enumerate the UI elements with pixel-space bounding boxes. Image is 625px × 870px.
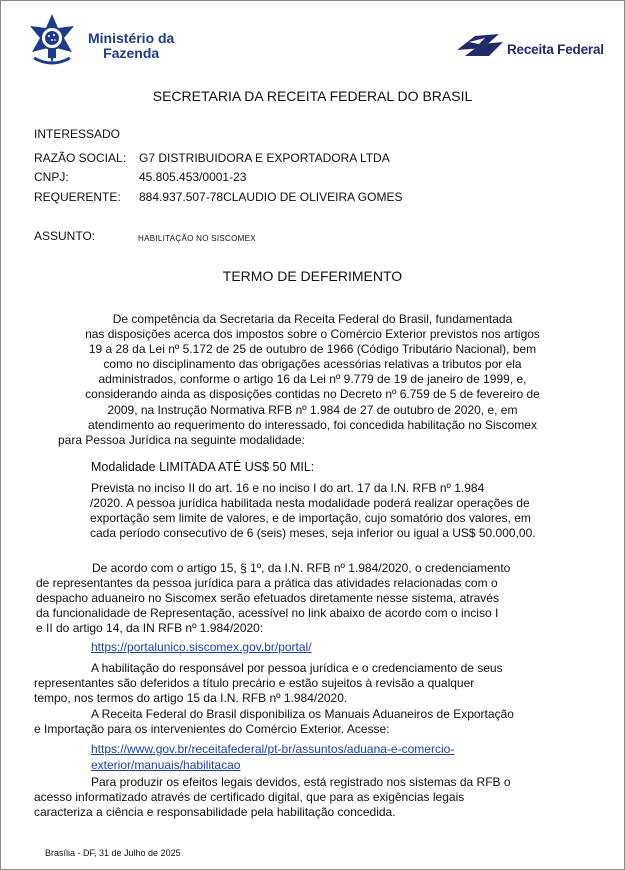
modalidade-line: Prevista no inciso II do art. 16 e no inciso I do art. 17 da I.N. RFB nº 1.984 — [91, 481, 485, 495]
receita-federal-name: Receita Federal — [507, 42, 604, 57]
document-title: SECRETARIA DA RECEITA FEDERAL DO BRASIL — [152, 88, 473, 104]
razao-social-value: G7 DISTRIBUIDORA E EXPORTADORA LTDA — [139, 151, 390, 165]
modalidade-paragraph-cont — [90, 496, 536, 541]
cnpj-label: CNPJ: — [34, 170, 69, 184]
modalidade-line: exportação sem limite de valores, e de importação, cujo somatório dos valores, em — [90, 511, 531, 526]
efeitos-line: acesso informatizado através de certificado digital, que para as exigências legais — [34, 790, 465, 804]
interessado-label: INTERESSADO — [34, 127, 121, 141]
intro-line: De competência da Secretaria da Receita Federal do Brasil, fundamentada — [112, 312, 513, 326]
manuais-line: A Receita Federal do Brasil disponibiliza os Manuais Aduaneiros de Exportação — [91, 707, 514, 721]
assunto-label: ASSUNTO: — [34, 229, 96, 243]
intro-line: como no disciplinamento das obrigações acessórias relativas a tributos por ela — [103, 357, 522, 372]
intro-line: 19 a 28 da Lei nº 5.172 de 25 de outubro de 1966 (Código Tributário Nacional), bem — [88, 342, 537, 357]
credenciamento-first-line — [92, 561, 510, 576]
ministry-line-2: Fazenda — [103, 45, 160, 61]
credenciamento-line: da funcionalidade de Representação, acessível no link abaixo de acordo com o inciso I — [36, 606, 499, 621]
requerente-value: 884.937.507-78CLAUDIO DE OLIVEIRA GOMES — [139, 190, 403, 204]
manuais-line: e Importação para os intervenientes do Comércio Exterior. Acesse: — [34, 722, 390, 736]
modalidade-paragraph — [91, 481, 484, 496]
habilitacao-line: tempo, nos termos do artigo 15 da I.N. RFB nº 1.984/2020. — [34, 691, 348, 706]
modalidade-heading: Modalidade LIMITADA ATÉ US$ 50 MIL: — [91, 460, 315, 474]
credenciamento-line: e II do artigo 14, da IN RFB nº 1.984/2020: — [36, 621, 264, 636]
intro-line: nas disposições acerca dos impostos sobre o Comércio Exterior previstos nos artigos — [85, 327, 540, 342]
modalidade-line: cada período consecutivo de 6 (seis) meses, seja inferior ou igual a US$ 50.000,00. — [90, 526, 536, 541]
efeitos-line: caracteriza a ciência e responsabilidade pela habilitação concedida. — [34, 805, 396, 820]
efeitos-line: Para produzir os efeitos legais devidos, está registrado nos sistemas da RFB o — [91, 775, 511, 789]
ministry-title — [88, 31, 174, 61]
credenciamento-line: De acordo com o artigo 15, § 1º, da I.N. RFB nº 1.984/2020, o credenciamento — [92, 561, 511, 575]
manuais-link[interactable] — [91, 742, 454, 773]
intro-line: para Pessoa Jurídica na seguinte modalidade: — [58, 432, 305, 447]
intro-paragraph — [30, 312, 595, 448]
efeitos-first-line — [91, 775, 511, 790]
modalidade-line: /2020. A pessoa jurídica habilitada nesta modalidade poderá realizar operações de — [90, 496, 530, 510]
habilitacao-first-line — [91, 661, 503, 676]
portal-unico-link[interactable]: https://portalunico.siscomex.gov.br/portal/ — [91, 640, 312, 654]
credenciamento-line: despacho aduaneiro no Siscomex serão efetuados diretamente nesse sistema, através — [36, 591, 499, 606]
credenciamento-paragraph — [36, 576, 499, 636]
habilitacao-line: A habilitação do responsável por pessoa jurídica e o credenciamento de seus — [91, 661, 503, 675]
habilitacao-paragraph — [34, 676, 474, 706]
cnpj-value: 45.805.453/0001-23 — [139, 170, 247, 184]
manuais-paragraph — [34, 722, 390, 737]
credenciamento-line: de representantes da pessoa jurídica para a prática das atividades relacionadas com o — [36, 576, 498, 590]
intro-line: atendimento ao requerimento do interessado, foi concedida habilitação no Siscomex — [88, 417, 537, 432]
intro-line: considerando ainda as disposições contidas no Decreto nº 6.759 de 5 de fevereiro de — [85, 387, 540, 402]
footer-date: Brasília - DF, 31 de Julho de 2025 — [45, 848, 181, 858]
requerente-label: REQUERENTE: — [34, 190, 121, 204]
intro-line: administrados, conforme o artigo 16 da Lei nº 9.779 de 19 de janeiro de 1999, e, — [98, 372, 527, 387]
manuais-first-line — [91, 707, 514, 722]
habilitacao-line: representantes são deferidos a título precário e estão sujeitos à revisão a qualquer — [34, 676, 475, 690]
assunto-value: HABILITAÇÃO NO SISCOMEX — [138, 234, 256, 243]
manuais-link-line[interactable]: exterior/manuais/habilitacao — [91, 757, 241, 772]
manuais-link-line[interactable]: https://www.gov.br/receitafederal/pt-br/assuntos/aduana-e-comercio- — [91, 742, 455, 756]
receita-federal-logo-icon — [455, 30, 505, 62]
ministry-line-1: Ministério da — [88, 30, 175, 46]
intro-line: 2009, na Instrução Normativa RFB nº 1.984 de 27 de outubro de 2020, e, em — [107, 402, 518, 417]
efeitos-paragraph — [34, 790, 464, 820]
termo-title: TERMO DE DEFERIMENTO — [222, 268, 403, 284]
coat-of-arms-icon — [24, 12, 80, 68]
razao-social-label: RAZÃO SOCIAL: — [34, 151, 127, 165]
